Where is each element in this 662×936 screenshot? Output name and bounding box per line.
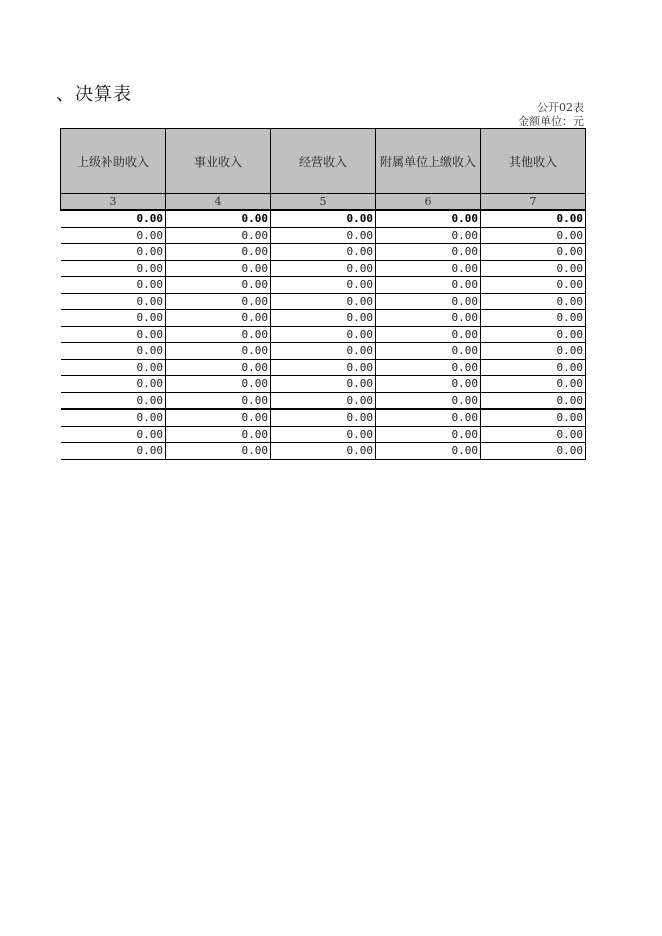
- column-number: 4: [166, 194, 271, 211]
- amount-cell: 0.00: [61, 359, 166, 376]
- table-row: [61, 293, 586, 310]
- amount-cell: 0.00: [271, 392, 376, 409]
- amount-cell: 0.00: [481, 227, 586, 244]
- table-row: [61, 443, 586, 460]
- amount-cell: 0.00: [61, 326, 166, 343]
- amount-cell: 0.00: [376, 310, 481, 327]
- amount-cell: 0.00: [61, 277, 166, 294]
- amount-cell: 0.00: [166, 359, 271, 376]
- amount-cell: 0.00: [481, 443, 586, 460]
- table-row: [61, 392, 586, 409]
- table-row: [61, 310, 586, 327]
- amount-cell: 0.00: [481, 260, 586, 277]
- table-row: [61, 260, 586, 277]
- amount-cell: 0.00: [271, 359, 376, 376]
- amount-cell: 0.00: [481, 210, 586, 227]
- amount-cell: 0.00: [271, 210, 376, 227]
- column-number-row: [61, 194, 586, 211]
- amount-cell: 0.00: [376, 443, 481, 460]
- column-header: 事业收入: [166, 129, 271, 194]
- amount-cell: 0.00: [481, 409, 586, 426]
- amount-cell: 0.00: [376, 277, 481, 294]
- amount-cell: 0.00: [481, 359, 586, 376]
- table-body: [61, 210, 586, 459]
- amount-cell: 0.00: [166, 426, 271, 443]
- column-header: 其他收入: [481, 129, 586, 194]
- amount-cell: 0.00: [376, 210, 481, 227]
- page-title: 、决算表: [56, 84, 132, 105]
- table-row: [61, 409, 586, 426]
- amount-cell: 0.00: [376, 426, 481, 443]
- amount-cell: 0.00: [166, 310, 271, 327]
- amount-cell: 0.00: [166, 227, 271, 244]
- amount-cell: 0.00: [271, 426, 376, 443]
- amount-cell: 0.00: [376, 260, 481, 277]
- header-row: [61, 129, 586, 194]
- table-row: [61, 210, 586, 227]
- amount-cell: 0.00: [166, 277, 271, 294]
- amount-cell: 0.00: [271, 376, 376, 393]
- table-code: 公开02表: [537, 101, 584, 114]
- amount-cell: 0.00: [271, 409, 376, 426]
- amount-cell: 0.00: [481, 326, 586, 343]
- amount-cell: 0.00: [166, 260, 271, 277]
- amount-cell: 0.00: [61, 260, 166, 277]
- amount-cell: 0.00: [166, 326, 271, 343]
- amount-cell: 0.00: [271, 277, 376, 294]
- column-number: 7: [481, 194, 586, 211]
- amount-cell: 0.00: [376, 359, 481, 376]
- amount-cell: 0.00: [61, 443, 166, 460]
- amount-cell: 0.00: [166, 210, 271, 227]
- budget-table: [60, 128, 586, 460]
- amount-cell: 0.00: [481, 277, 586, 294]
- amount-cell: 0.00: [166, 376, 271, 393]
- amount-cell: 0.00: [271, 443, 376, 460]
- table-row: [61, 326, 586, 343]
- column-header: 附属单位上缴收入: [376, 129, 481, 194]
- amount-cell: 0.00: [61, 376, 166, 393]
- amount-cell: 0.00: [271, 227, 376, 244]
- amount-cell: 0.00: [376, 392, 481, 409]
- amount-cell: 0.00: [61, 310, 166, 327]
- column-number: 3: [61, 194, 166, 211]
- amount-cell: 0.00: [271, 310, 376, 327]
- table-row: [61, 359, 586, 376]
- amount-cell: 0.00: [376, 376, 481, 393]
- amount-cell: 0.00: [166, 392, 271, 409]
- amount-cell: 0.00: [376, 409, 481, 426]
- table-row: [61, 426, 586, 443]
- amount-cell: 0.00: [481, 244, 586, 261]
- amount-cell: 0.00: [271, 326, 376, 343]
- amount-cell: 0.00: [61, 343, 166, 360]
- amount-cell: 0.00: [481, 343, 586, 360]
- amount-cell: 0.00: [481, 392, 586, 409]
- table-row: [61, 376, 586, 393]
- unit-label: 金额单位：元: [518, 115, 584, 128]
- amount-cell: 0.00: [376, 326, 481, 343]
- amount-cell: 0.00: [166, 293, 271, 310]
- amount-cell: 0.00: [481, 310, 586, 327]
- amount-cell: 0.00: [166, 244, 271, 261]
- amount-cell: 0.00: [61, 227, 166, 244]
- table-row: [61, 343, 586, 360]
- amount-cell: 0.00: [481, 376, 586, 393]
- column-number: 5: [271, 194, 376, 211]
- amount-cell: 0.00: [376, 343, 481, 360]
- amount-cell: 0.00: [481, 426, 586, 443]
- amount-cell: 0.00: [61, 426, 166, 443]
- amount-cell: 0.00: [271, 244, 376, 261]
- amount-cell: 0.00: [271, 343, 376, 360]
- amount-cell: 0.00: [61, 210, 166, 227]
- amount-cell: 0.00: [61, 244, 166, 261]
- amount-cell: 0.00: [166, 343, 271, 360]
- amount-cell: 0.00: [166, 443, 271, 460]
- amount-cell: 0.00: [481, 293, 586, 310]
- column-number: 6: [376, 194, 481, 211]
- table-row: [61, 277, 586, 294]
- amount-cell: 0.00: [376, 227, 481, 244]
- amount-cell: 0.00: [61, 293, 166, 310]
- amount-cell: 0.00: [61, 392, 166, 409]
- table-row: [61, 244, 586, 261]
- column-header: 上级补助收入: [61, 129, 166, 194]
- table-row: [61, 227, 586, 244]
- amount-cell: 0.00: [376, 244, 481, 261]
- amount-cell: 0.00: [271, 260, 376, 277]
- amount-cell: 0.00: [271, 293, 376, 310]
- column-header: 经营收入: [271, 129, 376, 194]
- amount-cell: 0.00: [376, 293, 481, 310]
- amount-cell: 0.00: [61, 409, 166, 426]
- amount-cell: 0.00: [166, 409, 271, 426]
